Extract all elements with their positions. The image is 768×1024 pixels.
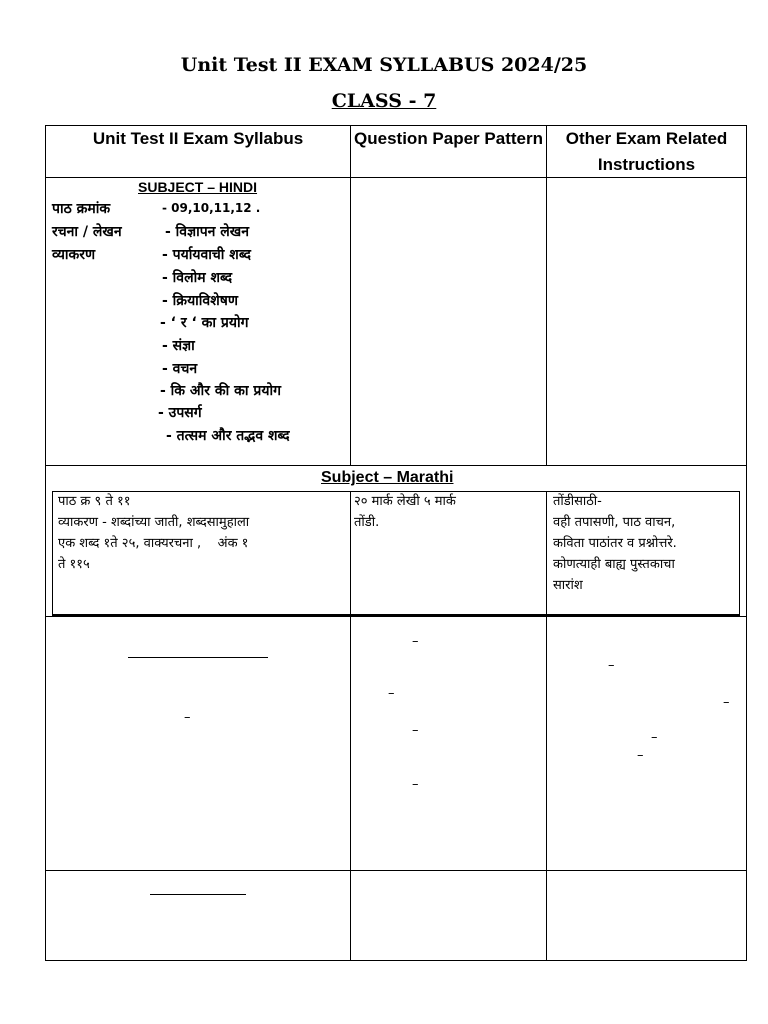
dash-mark: –	[412, 723, 419, 738]
col-divider	[350, 616, 351, 961]
text-line: कविता पाठांतर व प्रश्नोत्तरे.	[553, 536, 677, 551]
text-line: व्याकरण - शब्दांच्या जाती, शब्दसामुहाला	[58, 515, 250, 530]
hindi-list-item: - उपसर्ग	[158, 405, 202, 421]
dash-mark: –	[651, 730, 658, 745]
header-other-instructions: Other Exam Related Instructions	[565, 129, 728, 174]
hindi-list-item: - वचन	[162, 361, 198, 377]
col-divider	[546, 616, 547, 961]
class-label: CLASS - 7	[331, 90, 437, 112]
hindi-row-value: - विज्ञापन लेखन	[165, 224, 250, 240]
marathi-syllabus-text	[58, 491, 348, 575]
row-divider	[45, 616, 747, 617]
hindi-list-item: - तत्सम और तद्भव शब्द	[166, 428, 290, 444]
inner-table-border	[546, 491, 547, 615]
text-line: तोंडीसाठी-	[553, 494, 602, 509]
hindi-list-item: - क्रियाविशेषण	[162, 293, 238, 309]
text-line: २० मार्क लेखी ५ मार्क	[354, 494, 456, 509]
dash-mark: –	[184, 710, 191, 725]
hindi-list-item: - विलोम शब्द	[162, 270, 233, 286]
hindi-list-item: - कि और की का प्रयोग	[160, 383, 281, 399]
dash-mark: –	[723, 695, 730, 710]
dash-mark: –	[637, 748, 644, 763]
marathi-instructions-text	[553, 491, 737, 596]
hindi-subject-heading: SUBJECT – HINDI	[138, 179, 258, 195]
table-border-left	[45, 125, 46, 961]
heading-underline-placeholder	[128, 657, 268, 658]
marathi-pattern-text	[354, 491, 544, 533]
hindi-row-label: पाठ क्रमांक	[52, 201, 111, 217]
table-border-bottom	[45, 960, 747, 961]
dash-mark: –	[412, 634, 419, 649]
text-line: तोंडी.	[354, 515, 380, 530]
text-line: वही तपासणी, पाठ वाचन,	[553, 515, 676, 530]
dash-mark: –	[608, 658, 615, 673]
hindi-row-label: व्याकरण	[52, 247, 96, 263]
header-syllabus: Unit Test II Exam Syllabus	[92, 129, 304, 148]
row-divider	[45, 870, 747, 871]
col-divider	[350, 125, 351, 466]
text-line: कोणत्याही बाह्य पुस्तकाचा	[553, 557, 675, 572]
text-line: एक शब्द १ते २५, वाक्यरचना , अंक १	[58, 536, 249, 551]
hindi-row-value: - 09,10,11,12 .	[162, 201, 261, 215]
page-title: Unit Test II EXAM SYLLABUS 2024/25	[180, 54, 588, 76]
table-border-right	[746, 125, 747, 961]
text-line: ते ११५	[58, 557, 90, 572]
hindi-list-item: - ‘ र ‘ का प्रयोग	[160, 315, 249, 331]
dash-mark: –	[388, 686, 395, 701]
heading-underline-placeholder	[150, 894, 246, 895]
header-question-paper-pattern: Question Paper Pattern	[354, 129, 543, 148]
hindi-row-value: - पर्यायवाची शब्द	[162, 247, 251, 263]
inner-table-border	[52, 614, 740, 616]
dash-mark: –	[412, 777, 419, 792]
inner-table-border	[52, 491, 53, 615]
inner-table-border	[739, 491, 740, 615]
text-line: पाठ क्र ९ ते ११	[58, 494, 131, 509]
inner-table-border	[350, 491, 351, 615]
row-divider	[45, 465, 747, 466]
hindi-list-item: - संज्ञा	[162, 338, 195, 354]
marathi-subject-heading: Subject – Marathi	[321, 469, 454, 486]
text-line: सारांश	[553, 578, 583, 593]
hindi-row-label: रचना / लेखन	[52, 224, 122, 240]
